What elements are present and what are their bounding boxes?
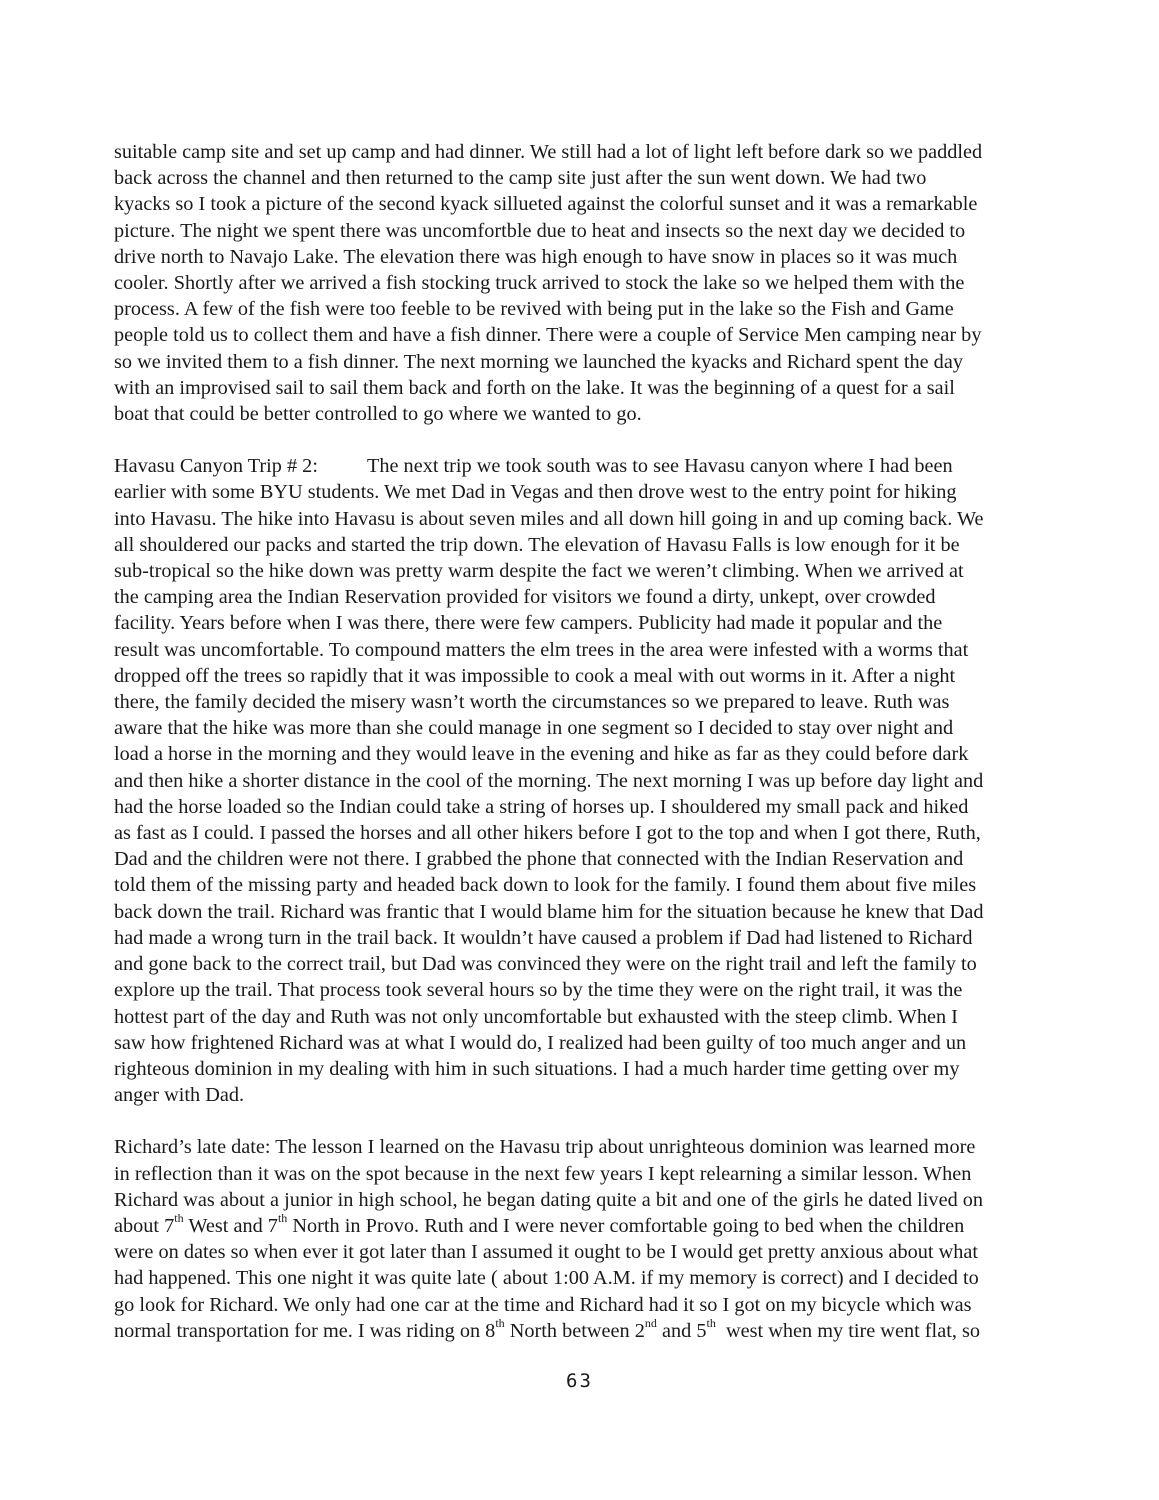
text-line: go look for Richard. We only had one car at the time and Richard had it so I got on my bicycle which was [114,1293,972,1316]
text-run: and 5 [656,1319,707,1342]
text-line: back across the channel and then returned to the camp site just after the sun went down. We had two [114,167,927,190]
text-line: there, the family decided the misery wasn’t worth the circumstances so we prepared to leave. Ruth was [114,691,950,714]
text-run: The next trip we took south was to see Havasu canyon where I had been [366,455,953,478]
text-run: west when my tire went flat, so [715,1319,981,1342]
text-line: kyacks so I took a picture of the second kyack sillueted against the colorful sunset and it was a remarkable [114,193,978,216]
text-line: Richard’s late date: The lesson I learned on the Havasu trip about unrighteous dominion was learned more [114,1136,976,1159]
text-line: were on dates so when ever it got later than I assumed it ought to be I would get pretty anxious about what [114,1241,978,1264]
text-line: dropped off the trees so rapidly that it was impossible to cook a meal with out worms in it. After a night [114,664,956,687]
text-line: all shouldered our packs and started the trip down. The elevation of Havasu Falls is low enough for it be [114,533,960,556]
text-run: about 7 [114,1214,175,1237]
text-line: told them of the missing party and headed back down to look for the family. I found them about five miles [114,874,977,897]
text-line: in reflection than it was on the spot because in the next few years I kept relearning a similar lesson. When [114,1162,972,1185]
page-number: 63 [566,1370,593,1392]
text-line: process. A few of the fish were too feeble to be revived with being put in the lake so the Fish and Game [114,298,954,321]
text-line: and gone back to the correct trail, but Dad was convinced they were on the right trail and left the family to [114,953,977,976]
text-line: Dad and the children were not there. I grabbed the phone that connected with the Indian Reservation and [114,848,964,871]
text-line: explore up the trail. That process took several hours so by the time they were on the right trail, it was the [114,979,963,1002]
text-line: had happened. This one night it was quite late ( about 1:00 A.M. if my memory is correct) and I decided to [114,1267,979,1290]
text-line [114,1213,1094,1239]
text-line: so we invited them to a fish dinner. The next morning we launched the kyacks and Richard spent the day [114,350,963,373]
text-line: earlier with some BYU students. We met Dad in Vegas and then drove west to the entry point for hiking [114,481,957,504]
paragraph-gap [114,427,1094,453]
ordinal-suffix: th [174,1211,184,1226]
text-line: righteous dominion in my dealing with him in such situations. I had a much harder time getting over my [114,1057,960,1080]
text-line: with an improvised sail to sail them back and forth on the lake. It was the beginning of a quest for a sail [114,376,955,399]
text-line [114,1315,1094,1344]
text-line: cooler. Shortly after we arrived a fish stocking truck arrived to stock the lake so we helped them with the [114,272,965,295]
text-line: people told us to collect them and have a fish dinner. There were a couple of Service Men camping near by [114,324,982,347]
text-line: aware that the hike was more than she could manage in one segment so I decided to stay over night and [114,717,954,740]
ordinal-suffix: th [495,1315,505,1330]
ordinal-suffix: th [277,1211,288,1226]
text-run: North between 2 [504,1319,645,1342]
text-line: drive north to Navajo Lake. The elevation there was high enough to have snow in places so it was much [114,245,958,268]
text-line: and then hike a shorter distance in the cool of the morning. The next morning I was up before day light and [114,769,984,792]
text-line: Richard was about a junior in high school, he began dating quite a bit and one of the girls he dated lived on [114,1188,984,1211]
text-line: into Havasu. The hike into Havasu is about seven miles and all down hill going in and up coming back. We [114,507,984,530]
text-line: suitable camp site and set up camp and had dinner. We still had a lot of light left before dark so we paddled [114,141,983,163]
text-line: as fast as I could. I passed the horses and all other hikers before I got to the top and when I got there, Ruth, [114,822,981,845]
body-text [114,139,1094,1344]
text-line: load a horse in the morning and they would leave in the evening and hike as far as they could before dark [114,743,969,766]
text-line: had made a wrong turn in the trail back. It wouldn’t have caused a problem if Dad had listened to Richard [114,926,973,949]
text-run: normal transportation for me. I was riding on 8 [114,1319,496,1342]
text-line: back down the trail. Richard was frantic that I would blame him for the situation because he knew that Dad [114,900,984,923]
text-line: anger with Dad. [114,1084,245,1107]
text-line [114,453,1094,479]
text-run: North in Provo. Ruth and I were never comfortable going to bed when the children [287,1214,965,1237]
ordinal-suffix: nd [644,1315,657,1330]
text-run: West and 7 [183,1214,278,1237]
text-line: facility. Years before when I was there, there were few campers. Publicity had made it popular and the [114,612,943,635]
paragraph-gap [114,1108,1094,1134]
text-line: result was uncomfortable. To compound matters the elm trees in the area were infested with a worms that [114,638,969,661]
section-heading: Havasu Canyon Trip # 2: [114,455,318,478]
ordinal-suffix: th [706,1315,716,1330]
text-line: the camping area the Indian Reservation provided for visitors we found a dirty, unkept, over crowded [114,586,936,609]
text-line: picture. The night we spent there was uncomfortble due to heat and insects so the next day we decided to [114,219,966,242]
text-line: saw how frightened Richard was at what I would do, I realized had been guilty of too much anger and un [114,1031,967,1054]
text-line: sub-tropical so the hike down was pretty warm despite the fact we weren’t climbing. When we arrived at [114,560,964,583]
text-line: hottest part of the day and Ruth was not only uncomfortable but exhausted with the steep climb. When I [114,1005,958,1028]
text-line: boat that could be better controlled to go where we wanted to go. [114,403,642,426]
text-line: had the horse loaded so the Indian could take a string of horses up. I shouldered my small pack and hiked [114,795,969,818]
